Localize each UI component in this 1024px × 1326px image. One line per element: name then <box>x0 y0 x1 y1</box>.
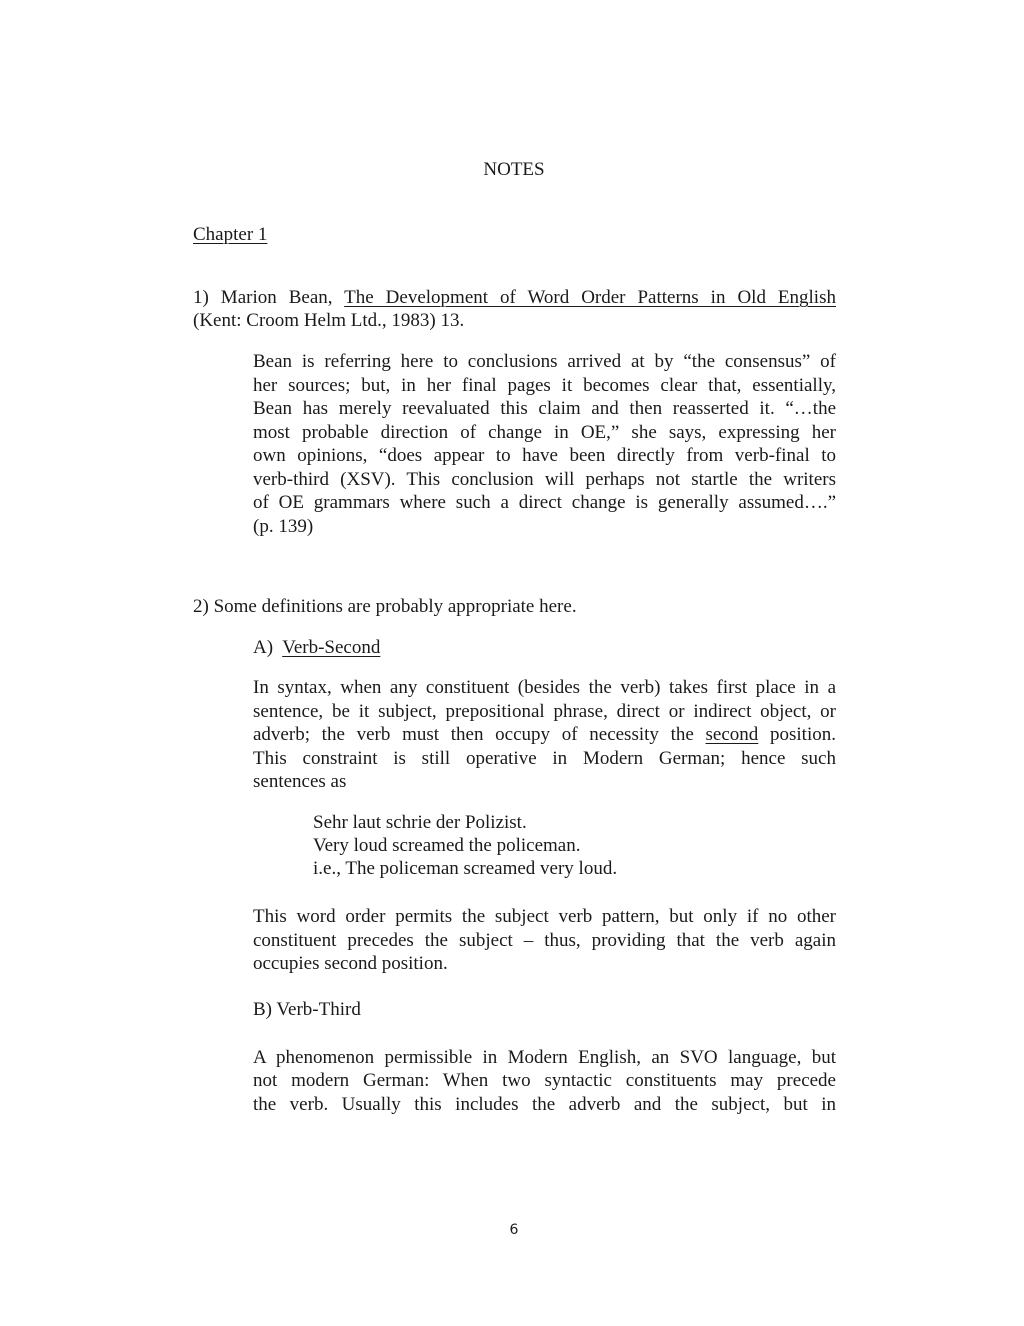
definition-a-line3-post: position. <box>758 724 836 745</box>
definition-a-line <box>253 723 836 746</box>
note-1-comment-line: own opinions, “does appear to have been directly from verb-final to <box>253 445 836 466</box>
note-1-comment-line: of OE grammars where such a direct change is generally assumed….” <box>253 492 836 513</box>
definition-a-line3-pre: adverb; the verb must then occupy of necessity the <box>253 724 706 745</box>
page-number: 6 <box>509 1222 519 1238</box>
emphasis-second: second <box>705 724 759 745</box>
definition-a-followup-line: This word order permits the subject verb pattern, but only if no other <box>253 906 836 927</box>
note-1-citation: (Kent: Croom Helm Ltd., 1983) 13. <box>193 310 465 331</box>
note-1-prefix: 1) Marion Bean, <box>193 287 345 308</box>
definition-a-followup-line: constituent precedes the subject – thus, providing that the verb again <box>253 930 836 951</box>
note-1-comment-line: her sources; but, in her final pages it becomes clear that, essentially, <box>253 375 836 396</box>
note-1-comment-line: (p. 139) <box>253 516 314 537</box>
definition-a-title: Verb-Second <box>282 637 381 658</box>
note-2-intro: 2) Some definitions are probably appropriate here. <box>193 596 577 617</box>
definition-b-line: not modern German: When two syntactic constituents may precede <box>253 1070 836 1091</box>
definition-b-title: B) Verb-Third <box>253 999 361 1020</box>
example-sentence: Very loud screamed the policeman. <box>313 835 581 856</box>
note-1-heading <box>193 286 836 309</box>
definition-a-marker: A) <box>253 637 283 658</box>
chapter-title: Chapter 1 <box>193 224 268 245</box>
note-1-comment-line: Bean has merely reevaluated this claim and then reasserted it. “…the <box>253 398 836 419</box>
definition-a-line: sentence, be it subject, prepositional phrase, direct or indirect object, or <box>253 701 836 722</box>
definition-a-followup-line: occupies second position. <box>253 953 448 974</box>
note-1-comment-line: Bean is referring here to conclusions arrived at by “the consensus” of <box>253 351 836 372</box>
note-1-book-title: The Development of Word Order Patterns in Old English <box>344 287 836 308</box>
note-1-comment-line: verb-third (XSV). This conclusion will perhaps not startle the writers <box>253 469 836 490</box>
definition-a-line: In syntax, when any constituent (besides the verb) takes first place in a <box>253 677 836 698</box>
definition-b-line: the verb. Usually this includes the adverb and the subject, but in <box>253 1094 836 1115</box>
page-heading: NOTES <box>483 159 545 180</box>
definition-a-line: sentences as <box>253 771 347 792</box>
definition-a-line: This constraint is still operative in Modern German; hence such <box>253 748 836 769</box>
definition-b-line: A phenomenon permissible in Modern English, an SVO language, but <box>253 1047 836 1068</box>
example-sentence: i.e., The policeman screamed very loud. <box>313 858 618 879</box>
note-1-comment-line: most probable direction of change in OE,” she says, expressing her <box>253 422 836 443</box>
example-sentence: Sehr laut schrie der Polizist. <box>313 812 527 833</box>
definition-a-heading <box>253 636 380 659</box>
